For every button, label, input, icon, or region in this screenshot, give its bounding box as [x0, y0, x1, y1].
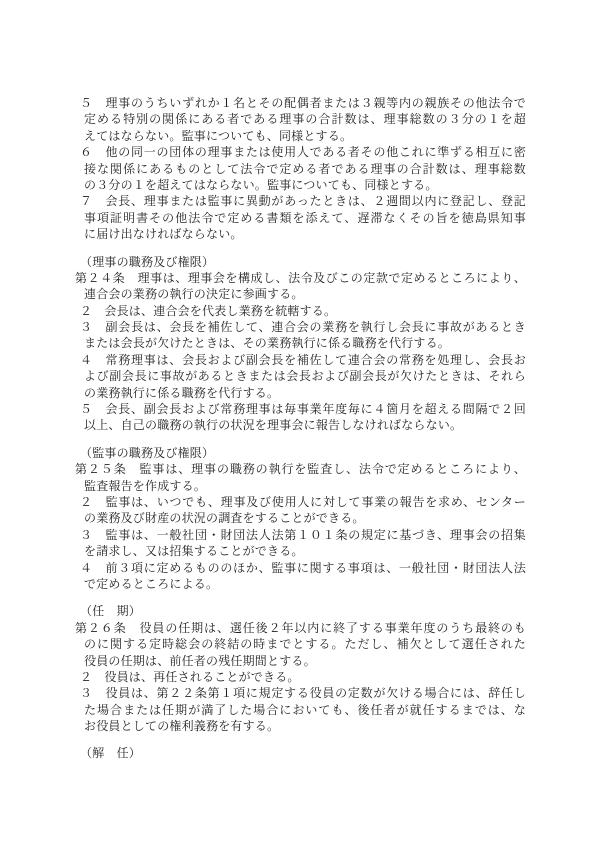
- text-line: ３ 監事は、一般社団・財団法人法第１０１条の規定に基づき、理事会の招集: [80, 527, 526, 542]
- text-line: のに関する定時総会の終結の時までとする。ただし、補欠として選任された: [84, 637, 526, 652]
- article-paragraph: [0, 270, 600, 303]
- text-line: 役員の任期は、前任者の残任期間とする。: [84, 653, 316, 668]
- text-line: ４ 前３項に定めるもののほか、監事に関する事項は、一般社団・財団法人法: [80, 560, 526, 575]
- text-line: ３ 役員は、第２２条第１項に規定する役員の定数が欠ける場合には、辞任し: [80, 686, 526, 701]
- section-heading: [0, 254, 600, 270]
- clause-paragraph: [0, 303, 600, 319]
- text-line: （任 期）: [80, 604, 142, 619]
- article-paragraph: [0, 461, 600, 494]
- section-heading: [0, 445, 600, 461]
- clause-paragraph: [0, 560, 600, 593]
- text-line: えてはならない。監事についても、同様とする。: [84, 128, 353, 143]
- text-line: の業務及び財産の状況の調査をすることができる。: [84, 511, 365, 526]
- clause-paragraph: [0, 95, 600, 144]
- clause-paragraph: [0, 527, 600, 560]
- text-line: の業務執行に係る職務を代行する。: [84, 385, 280, 400]
- clause-paragraph: [0, 319, 600, 352]
- text-line: お役員としての権利義務を有する。: [84, 719, 280, 734]
- text-line: ２ 監事は、いつでも、理事及び使用人に対して事業の報告を求め、センター: [80, 494, 526, 509]
- text-line: ２ 会長は、連合会を代表し業務を統轄する。: [80, 303, 337, 318]
- text-line: で定めるところによる。: [84, 576, 219, 591]
- text-line: 定める特別の関係にある者である理事の合計数は、理事総数の３分の１を超: [84, 112, 526, 127]
- text-line: 以上、自己の職務の執行の状況を理事会に報告しなければならない。: [84, 418, 463, 433]
- clause-paragraph: [0, 685, 600, 734]
- text-line: ２ 役員は、再任されることができる。: [80, 669, 300, 684]
- text-line: ５ 理事のうちいずれか１名とその配偶者または３親等内の親族その他法令で: [80, 96, 526, 110]
- text-line: ４ 常務理事は、会長および副会長を補佐して連合会の常務を処理し、会長お: [80, 352, 526, 367]
- text-line: ６ 他の同一の団体の理事または使用人である者その他これに準ずる相互に密: [80, 145, 526, 160]
- section-heading: [0, 745, 600, 761]
- text-line: を請求し、又は招集することができる。: [84, 544, 304, 559]
- text-line: （解 任）: [80, 746, 142, 761]
- text-line: た場合または任期が満了した場合においても、後任者が就任するまでは、な: [84, 702, 526, 717]
- text-line: または会長が欠けたときは、その業務執行に係る職務を代行する。: [84, 336, 451, 351]
- section-spacer: [0, 434, 600, 445]
- clause-paragraph: [0, 193, 600, 242]
- text-line: 連合会の業務の執行の決定に参画する。: [84, 287, 304, 302]
- section-spacer: [0, 592, 600, 603]
- text-line: よび副会長に事故があるときまたは会長および副会長が欠けたときは、それら: [84, 369, 526, 384]
- section-spacer: [0, 734, 600, 745]
- clause-paragraph: [0, 352, 600, 401]
- clause-paragraph: [0, 401, 600, 434]
- clause-paragraph: [0, 669, 600, 685]
- article-paragraph: [0, 620, 600, 669]
- text-line: 第２５条 監事は、理事の職務の執行を監査し、法令で定めるところにより、: [75, 462, 526, 477]
- clause-paragraph: [0, 144, 600, 193]
- text-line: 第２６条 役員の任期は、選任後２年以内に終了する事業年度のうち最終のも: [75, 620, 526, 635]
- section-heading: [0, 603, 600, 619]
- text-line: ７ 会長、理事または監事に異動があったときは、２週間以内に登記し、登記: [80, 194, 526, 209]
- text-line: 事項証明書その他法令で定める書類を添えて、遅滞なくその旨を徳島県知事: [84, 210, 526, 225]
- text-line: （理事の職務及び権限）: [80, 254, 215, 269]
- text-line: ５ 会長、副会長および常務理事は毎事業年度毎に４箇月を超える間隔で２回: [80, 402, 526, 417]
- text-line: 接な関係にあるものとして法令で定める者である理事の合計数は、理事総数: [84, 161, 526, 176]
- text-line: 監査報告を作成する。: [84, 478, 207, 493]
- text-line: の３分の１を超えてはならない。監事についても、同様とする。: [84, 177, 438, 192]
- text-line: ３ 副会長は、会長を補佐して、連合会の業務を執行し会長に事故があるとき: [80, 320, 526, 335]
- clause-paragraph: [0, 494, 600, 527]
- text-line: 第２４条 理事は、理事会を構成し、法令及びこの定款で定めるところにより、: [75, 270, 526, 285]
- text-line: （監事の職務及び権限）: [80, 445, 215, 460]
- section-spacer: [0, 243, 600, 254]
- text-line: に届け出なければならない。: [84, 227, 243, 242]
- document-body: [0, 95, 600, 762]
